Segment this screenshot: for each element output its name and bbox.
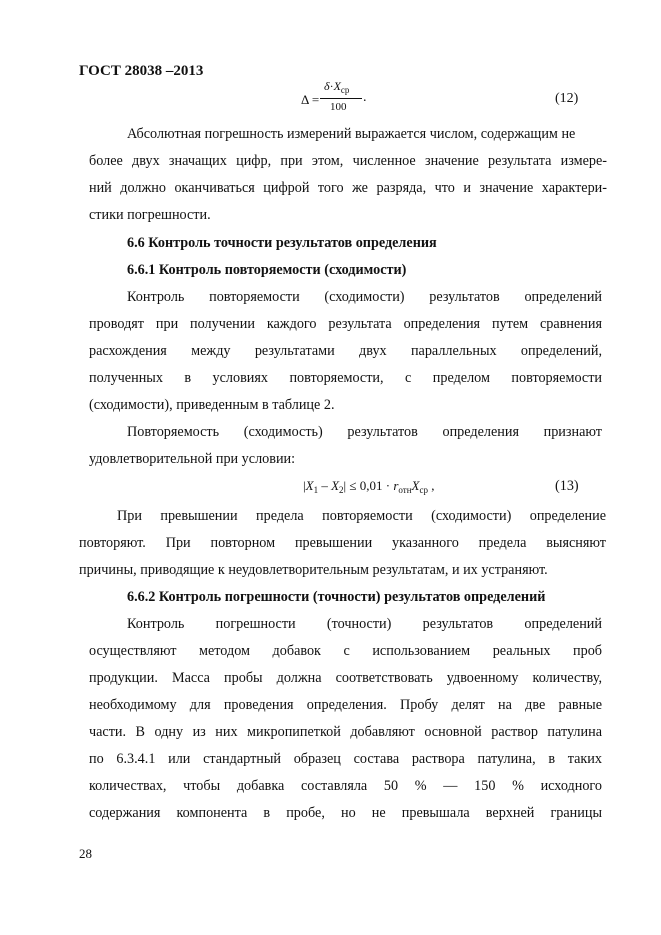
para4-line-3: причины, приводящие к неудовлетворительным результатам, и их устраняют.	[79, 562, 548, 578]
page-number: 28	[79, 846, 92, 861]
formula-13-expression: $|X_1 - X_2| \le 0,01 \cdot r_{отн}X_{ср}$ ,	[303, 478, 435, 495]
para1-line-1: Абсолютная погрешность измерений выражается числом, содержащим не	[127, 126, 576, 142]
heading-6-6-1: 6.6.1 Контроль повторяемости (сходимости)	[127, 262, 407, 278]
para2-line-5: (сходимости), приведенным в таблице 2.	[89, 397, 335, 413]
para3-line-1: Повторяемость (сходимость) результатов определения признают	[127, 424, 602, 440]
para2-line-2: проводят при получении каждого результата определения путем сравнения	[89, 316, 602, 332]
document-header: ГОСТ 28038 –2013	[79, 63, 204, 79]
para3-line-2: удовлетворительной при условии:	[89, 451, 296, 467]
heading-6-6: 6.6 Контроль точности результатов определения	[127, 235, 437, 251]
para5-line-3: продукции. Масса пробы должна соответствовать удвоенному количеству,	[89, 670, 602, 686]
para2-line-4: полученных в условиях повторяемости, с пределом повторяемости	[89, 370, 602, 386]
para5-line-8: содержания компонента в пробе, но не превышала верхней границы	[89, 805, 602, 821]
para5-line-1: Контроль погрешности (точности) результатов определений	[127, 616, 602, 632]
formula-12-number: (12)	[555, 91, 579, 106]
fraction-bar	[320, 98, 362, 99]
heading-6-6-2: 6.6.2 Контроль погрешности (точности) результатов определений	[127, 589, 546, 605]
para2-line-3: расхождения между результатами двух параллельных определений,	[89, 343, 602, 359]
para1-line-2: более двух значащих цифр, при этом, численное значение результата измере-	[89, 153, 607, 169]
para5-line-6: по 6.3.4.1 или стандартный образец состава раствора патулина, в таких	[89, 751, 602, 767]
formula-13-number: (13)	[555, 478, 579, 494]
formula-12-numerator: $\delta\cdot X_{ср}$	[324, 79, 350, 95]
para1-line-4: стики погрешности.	[89, 207, 211, 223]
para4-line-2: повторяют. При повторном превышении указанного предела выясняют	[79, 535, 606, 551]
para5-line-7: количествах, чтобы добавка составляла 50 % — 150 % исходного	[89, 778, 602, 794]
para5-line-4: необходимому для проведения определения. Пробу делят на две равные	[89, 697, 602, 713]
para5-line-5: части. В одну из них микропипеткой добавляют основной раствор патулина	[89, 724, 602, 740]
formula-12-lhs: Δ =	[301, 92, 320, 107]
para5-line-2: осуществляют методом добавок с использованием реальных проб	[89, 643, 602, 659]
para4-line-1: При превышении предела повторяемости (сходимости) определение	[117, 508, 606, 524]
para2-line-1: Контроль повторяемости (сходимости) результатов определений	[127, 289, 602, 305]
formula-12-period: .	[363, 90, 367, 105]
formula-12-denominator: 100	[330, 101, 347, 113]
para1-line-3: ний должно оканчиваться цифрой того же разряда, что и значение характери-	[89, 180, 607, 196]
